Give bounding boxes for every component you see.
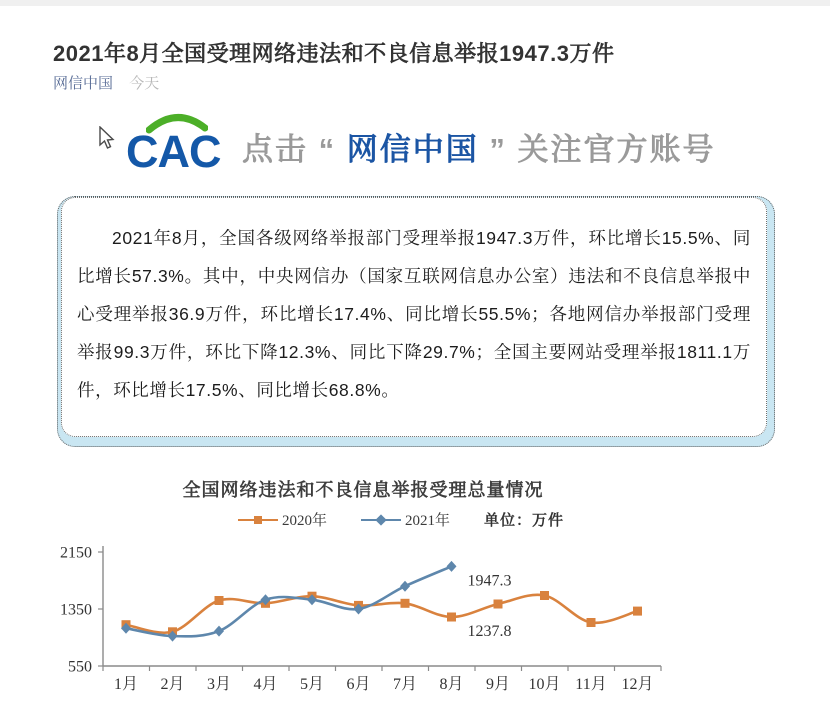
x-tick-label: 8月: [439, 676, 464, 693]
x-tick-label: 11月: [575, 676, 607, 693]
chart-annotation: 1237.8: [467, 622, 512, 640]
x-tick-label: 9月: [485, 676, 511, 693]
data-point-square: [401, 599, 410, 608]
chart-unit-label: 单位：万件: [484, 512, 565, 529]
banner-close-quote: ”: [489, 132, 507, 167]
top-edge-strip: [0, 0, 830, 6]
chart-title: 全国网络违法和不良信息举报受理总量情况: [182, 480, 544, 500]
mouse-cursor-icon: [98, 126, 115, 155]
x-tick-label: 10月: [528, 676, 561, 693]
data-point-diamond: [400, 581, 410, 592]
x-tick-label: 3月: [206, 676, 232, 693]
chart-annotation: 1947.3: [467, 572, 512, 590]
banner-follow-text: 关注官方账号: [517, 132, 716, 167]
x-tick-label: 7月: [392, 676, 418, 693]
data-point-diamond: [214, 626, 224, 637]
data-point-square: [494, 600, 503, 609]
summary-box: [57, 196, 775, 447]
x-tick-label: 1月: [113, 676, 139, 693]
cac-logo: [126, 114, 230, 177]
banner-click-text: 点击: [242, 132, 308, 167]
y-tick-label: 2150: [60, 544, 92, 562]
x-tick-label: 5月: [299, 676, 325, 693]
logo-wordmark: CAC: [126, 126, 221, 177]
data-point-square: [587, 618, 596, 627]
data-point-diamond: [447, 561, 457, 572]
banner-open-quote: “: [318, 132, 337, 167]
byline-timestamp: 今天: [129, 75, 160, 92]
page-title: 2021年8月全国受理网络违法和不良信息举报1947.3万件: [53, 40, 615, 66]
x-tick-label: 4月: [253, 676, 278, 693]
line-chart-canvas: [0, 470, 830, 708]
banner-text: [242, 124, 716, 169]
banner-account-name: 网信中国: [346, 132, 479, 167]
byline: [53, 72, 159, 93]
y-tick-label: 1350: [60, 601, 92, 619]
data-point-square: [540, 591, 549, 600]
data-point-square: [215, 596, 224, 605]
y-tick-label: 550: [68, 658, 92, 676]
legend-label-2021: 2021年: [404, 513, 450, 529]
data-point-square: [633, 607, 642, 616]
summary-box-inner: [61, 197, 767, 437]
x-tick-label: 12月: [621, 676, 654, 693]
summary-paragraph: 2021年8月，全国各级网络举报部门受理举报1947.3万件，环比增长15.5%、同比增长57.3%。其中，中央网信办（国家互联网信息办公室）违法和不良信息举报中心受理举报36.9万件，环比增长17.4%、同比增长55.5%；各地网信办举报部门受理举报99.3万件，环比下降12.3%、同比下降29.7%；全国主要网站受理举报1811.1万件，环比增长17.5%、同比增长68.8%。: [77, 228, 751, 400]
data-point-square: [447, 613, 456, 622]
byline-author-link[interactable]: 网信中国: [53, 75, 114, 92]
x-tick-label: 6月: [346, 676, 371, 693]
x-tick-label: 2月: [160, 676, 185, 693]
legend-label-2020: 2020年: [281, 513, 327, 529]
follow-banner[interactable]: [90, 112, 740, 176]
